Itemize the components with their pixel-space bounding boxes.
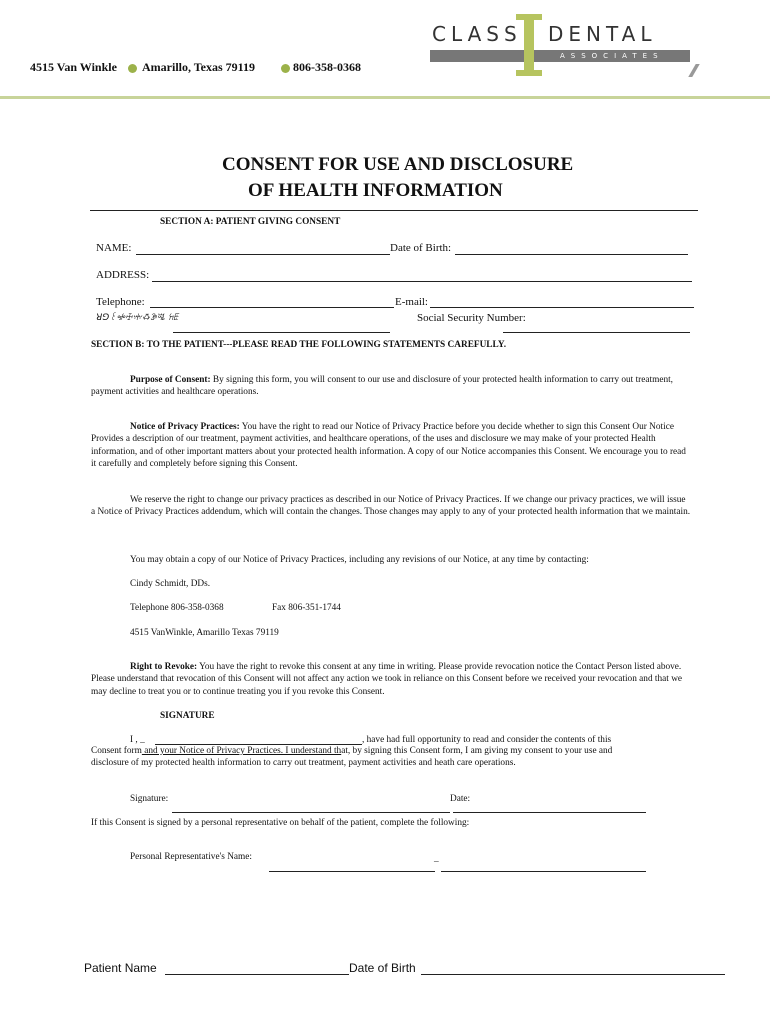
address-label: ADDRESS: (96, 269, 150, 281)
contact-address: 4515 VanWinkle, Amarillo Texas 79119 (130, 628, 279, 638)
dob-label: Date of Birth: (390, 242, 452, 254)
footer-patient-name-label: Patient Name (84, 961, 157, 975)
clinic-address: 4515 Van Winkle (30, 60, 117, 74)
signature-field[interactable] (172, 812, 450, 813)
consent-line2-a: Consent form (91, 746, 142, 756)
obtain-text: You may obtain a copy of our Notice of Privacy Practices, including any revisions of our Notice, at any time by contacting: (130, 555, 589, 565)
contact-name: Cindy Schmidt, DDs. (130, 579, 211, 589)
representative-note: If this Consent is signed by a personal representative on behalf of the patient, complete the following: (91, 818, 470, 828)
contact-phone: Telephone 806-358-0368 (130, 603, 224, 613)
signature-heading: SIGNATURE (160, 711, 215, 721)
contact-fax: Fax 806-351-1744 (272, 603, 341, 613)
purpose-paragraph (91, 374, 691, 399)
representative-relationship-field[interactable] (441, 871, 646, 872)
address-field[interactable] (152, 281, 692, 282)
representative-name-field[interactable] (269, 871, 435, 872)
reserve-text: We reserve the right to change our privacy practices as described in our Notice of Privacy Practices. If we change our privacy practices, we will issue a Notice of Privacy Practices addendum, which will contain the changes. Those changes may apply to any of your protected health information that we maintain. (91, 495, 691, 518)
form-title-line1: CONSENT FOR USE AND DISCLOSURE (222, 154, 574, 175)
signature-date-field[interactable] (453, 812, 646, 813)
revoke-title: Right to Revoke: (130, 662, 198, 672)
date-label: Date: (450, 794, 471, 804)
revoke-text: You have the right to revoke this consent at any time in writing. Please provide revocation notice the Contact Person listed above. Please understand that revocation of this Consent will not affect any action we took in reliance on this Consent before we received your revocation and that we may decline to treat you or to continue treating you if you revoke this Consent. (91, 662, 683, 697)
consent-statement-line3: disclosure of my protected health information to carry out treatment, payment activities and heath care operations. (91, 758, 516, 768)
email-label: E-mail: (395, 296, 428, 308)
bullet-dot-icon (128, 64, 137, 73)
consent-line2-b: and your Notice of Privacy Practices. I understand th (141, 746, 342, 756)
dob-field[interactable] (455, 254, 688, 255)
name-label: NAME: (96, 242, 132, 254)
representative-underscore: _ (434, 854, 439, 864)
title-rule (90, 210, 698, 211)
consent-statement-line2 (91, 745, 612, 757)
ssn-label: Social Security Number: (417, 312, 526, 324)
footer-dob-label: Date of Birth (349, 961, 416, 975)
telephone-field[interactable] (150, 307, 394, 308)
purpose-title: Purpose of Consent: (130, 375, 211, 385)
form-title-line2: OF HEALTH INFORMATION (248, 180, 503, 201)
garbled-field[interactable] (173, 332, 390, 333)
signature-label: Signature: (130, 794, 169, 804)
section-a-heading: SECTION A: PATIENT GIVING CONSENT (160, 217, 341, 227)
logo-i-top-icon (516, 14, 542, 20)
notice-paragraph (91, 421, 691, 470)
footer-patient-name-field[interactable] (165, 974, 349, 975)
notice-title: Notice of Privacy Practices: (130, 422, 240, 432)
logo-i-bottom-icon (516, 70, 542, 76)
email-field[interactable] (430, 307, 694, 308)
consent-statement-tail: , have had full opportunity to read and consider the contents of this (362, 735, 612, 745)
clinic-phone: 806-358-0368 (293, 60, 361, 74)
logo-dental-text: DENTAL (548, 22, 657, 46)
footer-dob-field[interactable] (421, 974, 725, 975)
class-dental-logo (430, 14, 700, 78)
header-divider (0, 96, 770, 99)
ssn-field[interactable] (503, 332, 690, 333)
logo-i-bar-icon (524, 18, 534, 76)
clinic-city: Amarillo, Texas 79119 (142, 60, 256, 74)
section-b-heading: SECTION B: TO THE PATIENT---PLEASE READ THE FOLLOWING STATEMENTS CAREFULLY. (91, 340, 507, 350)
telephone-label: Telephone: (96, 296, 145, 308)
consent-i-prefix: I , _ (130, 735, 145, 745)
representative-label: Personal Representative's Name: (130, 852, 252, 862)
logo-associates-text: ASSOCIATES (560, 52, 664, 60)
revoke-paragraph (91, 661, 691, 698)
bullet-dot-icon (281, 64, 290, 73)
logo-shadow-icon (688, 64, 700, 77)
consent-line2-c: at, by signing this Consent form, I am giving my consent to your use and (341, 746, 613, 756)
purpose-text: By signing this form, you will consent to our use and disclosure of your protected health information to carry out treatment, payment activities and healthcare operations. (91, 375, 674, 398)
reserve-paragraph (91, 494, 691, 519)
name-field[interactable] (136, 254, 390, 255)
logo-class-text: CLASS (432, 22, 522, 46)
notice-text: You have the right to read our Notice of Privacy Practice before you decide whether to sign this Consent Our Notice Provides a description of our treatment, payment activities, and healthcare operations, of the uses and disclosure we may make of your protected Health information, and of other important matters about your protected health information. A copy of our Notice accompanies this Consent. We encourage you to read it carefully and completely before signing this Consent. (91, 422, 686, 469)
garbled-text: ꓤꓨ꒰ꖣꖅꗼꗇꘁꗆ ꖷꗍ (96, 313, 179, 323)
